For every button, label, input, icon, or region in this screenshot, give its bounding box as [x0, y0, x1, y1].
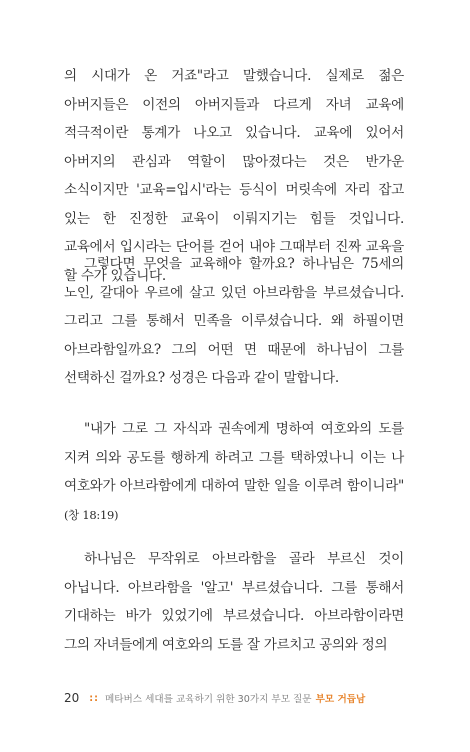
page-number: 20	[64, 691, 80, 705]
paragraph-text: 그렇다면 무엇을 교육해야 할까요? 하나님은 75세의 노인, 갈대아 우르에 살고 있던 아브라함을 부르셨습니다. 그리고 그를 통해서 민족을 이루셨습니다. 왜 하필이면 아브라함일까요? 그의 어떤 면 때문에 하나님이 그를 선택하신 걸까요? 성경은 다음과 같이 말합니다.	[64, 256, 404, 386]
quote-text: "내가 그로 그 자식과 권속에게 명하여 여호와의 도를 지켜 의와 공도를 행하게 하려고 그를 택하였나니 이는 나 여호와가 아브라함에게 대하여 말한 일을 이루려 함이니라"	[64, 421, 404, 494]
quote-paragraph	[64, 415, 404, 529]
body-paragraph	[64, 545, 404, 659]
page-footer	[64, 689, 404, 707]
footer-separator: ::	[89, 692, 99, 704]
book-title: 메타버스 세대를 교육하기 위한 30가지 부모 질문	[104, 694, 312, 705]
quote-citation: (창 18:19)	[64, 507, 119, 522]
book-title-accent: 부모 거듭남	[315, 694, 366, 705]
scripture-quote	[64, 415, 404, 529]
paragraph-text: 하나님은 무작위로 아브라함을 골라 부르신 것이 아닙니다. 아브라함을 '알고' 부르셨습니다. 그를 통해서 기대하는 바가 있었기에 부르셨습니다. 아브라함이라면 그의 자녀들에게 여호와의 도를 잘 가르치고 공의와 정의	[64, 551, 404, 653]
paragraph-text: 의 시대가 온 거죠"라고 말했습니다. 실제로 젊은 아버지들은 이전의 아버지들과 다르게 자녀 교육에 적극적이란 통계가 나오고 있습니다. 교육에 있어서 아버지의 관심과 역할이 많아졌다는 것은 반가운 소식이지만 '교육=입시'라는 등식이 머릿속에 자리 잡고 있는 한 진정한 교육이 이뤄지기는 힘들 것입니다. 교육에서 입시라는 단어를 걷어 내야 그때부터 진짜 교육을 할 수가 있습니다.	[64, 68, 404, 284]
body-paragraph	[64, 250, 404, 393]
